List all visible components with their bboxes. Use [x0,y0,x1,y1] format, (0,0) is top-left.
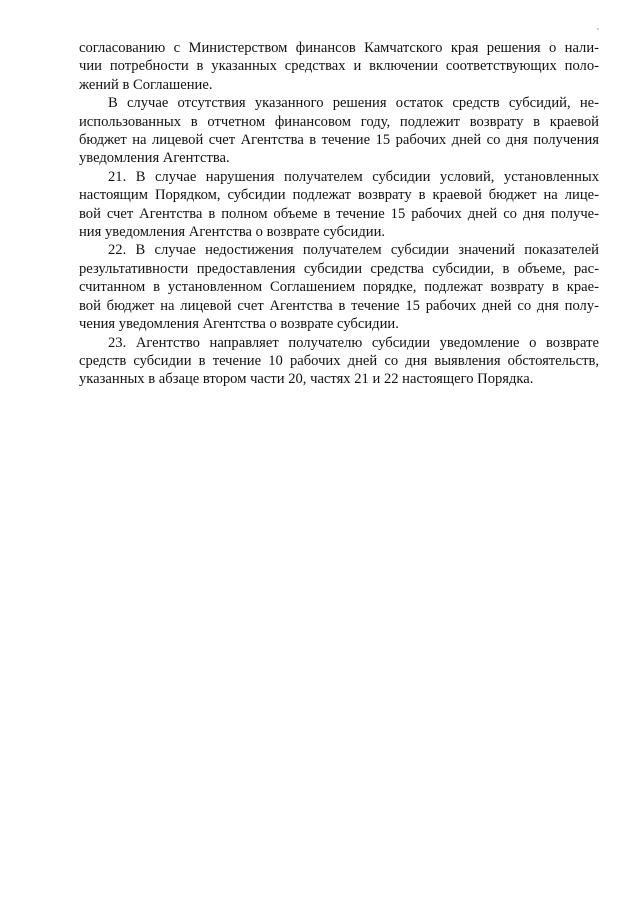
text-line: средств субсидии в течение 10 рабочих дней со дня выявления обстоятельств, [79,352,599,369]
text-line: настоящим Порядком, субсидии подлежат возврату в краевой бюджет на лице- [79,187,599,204]
text-line: В случае отсутствия указанного решения остаток средств субсидий, не- [108,95,599,112]
text-line: 21. В случае нарушения получателем субсидии условий, установленных [108,168,599,185]
text-line: вой счет Агентства в полном объеме в течение 15 рабочих дней со дня получе- [79,205,599,222]
text-line: согласованию с Министерством финансов Камчатского края решения о нали- [79,40,599,56]
text-line: чии потребности в указанных средствах и включении соответствующих поло- [79,58,599,75]
paragraph-21 [79,168,599,242]
text-line: использованных в отчетном финансовом году, подлежит возврату в краевой [79,113,599,130]
text-line: вой бюджет на лицевой счет Агентства в течение 15 рабочих дней со дня полу- [79,297,599,314]
text-line: считанном в установленном Соглашением порядке, подлежат возврату в крае- [79,279,599,296]
document-body [79,39,599,389]
paragraph-20-continuation [79,39,599,94]
text-line: указанных в абзаце втором части 20, частях 21 и 22 настоящего Порядка. [79,371,534,388]
paragraph-23 [79,334,599,389]
text-line: результативности предоставления субсидии средства субсидии, в объеме, рас- [79,260,599,277]
text-line: бюджет на лицевой счет Агентства в течение 15 рабочих дней со дня получения [79,132,599,149]
text-line: чения уведомления Агентства о возврате субсидии. [79,316,399,333]
text-line: ния уведомления Агентства о возврате субсидии. [79,224,386,241]
text-line: уведомления Агентства. [79,150,230,167]
text-line: 23. Агентство направляет получателю субсидии уведомление о возврате [108,334,599,351]
text-line: 22. В случае недостижения получателем субсидии значений показателей [108,242,599,259]
paragraph-22 [79,241,599,333]
scan-speck [597,28,599,30]
paragraph-20-second [79,94,599,168]
text-line: жений в Соглашение. [79,76,213,93]
